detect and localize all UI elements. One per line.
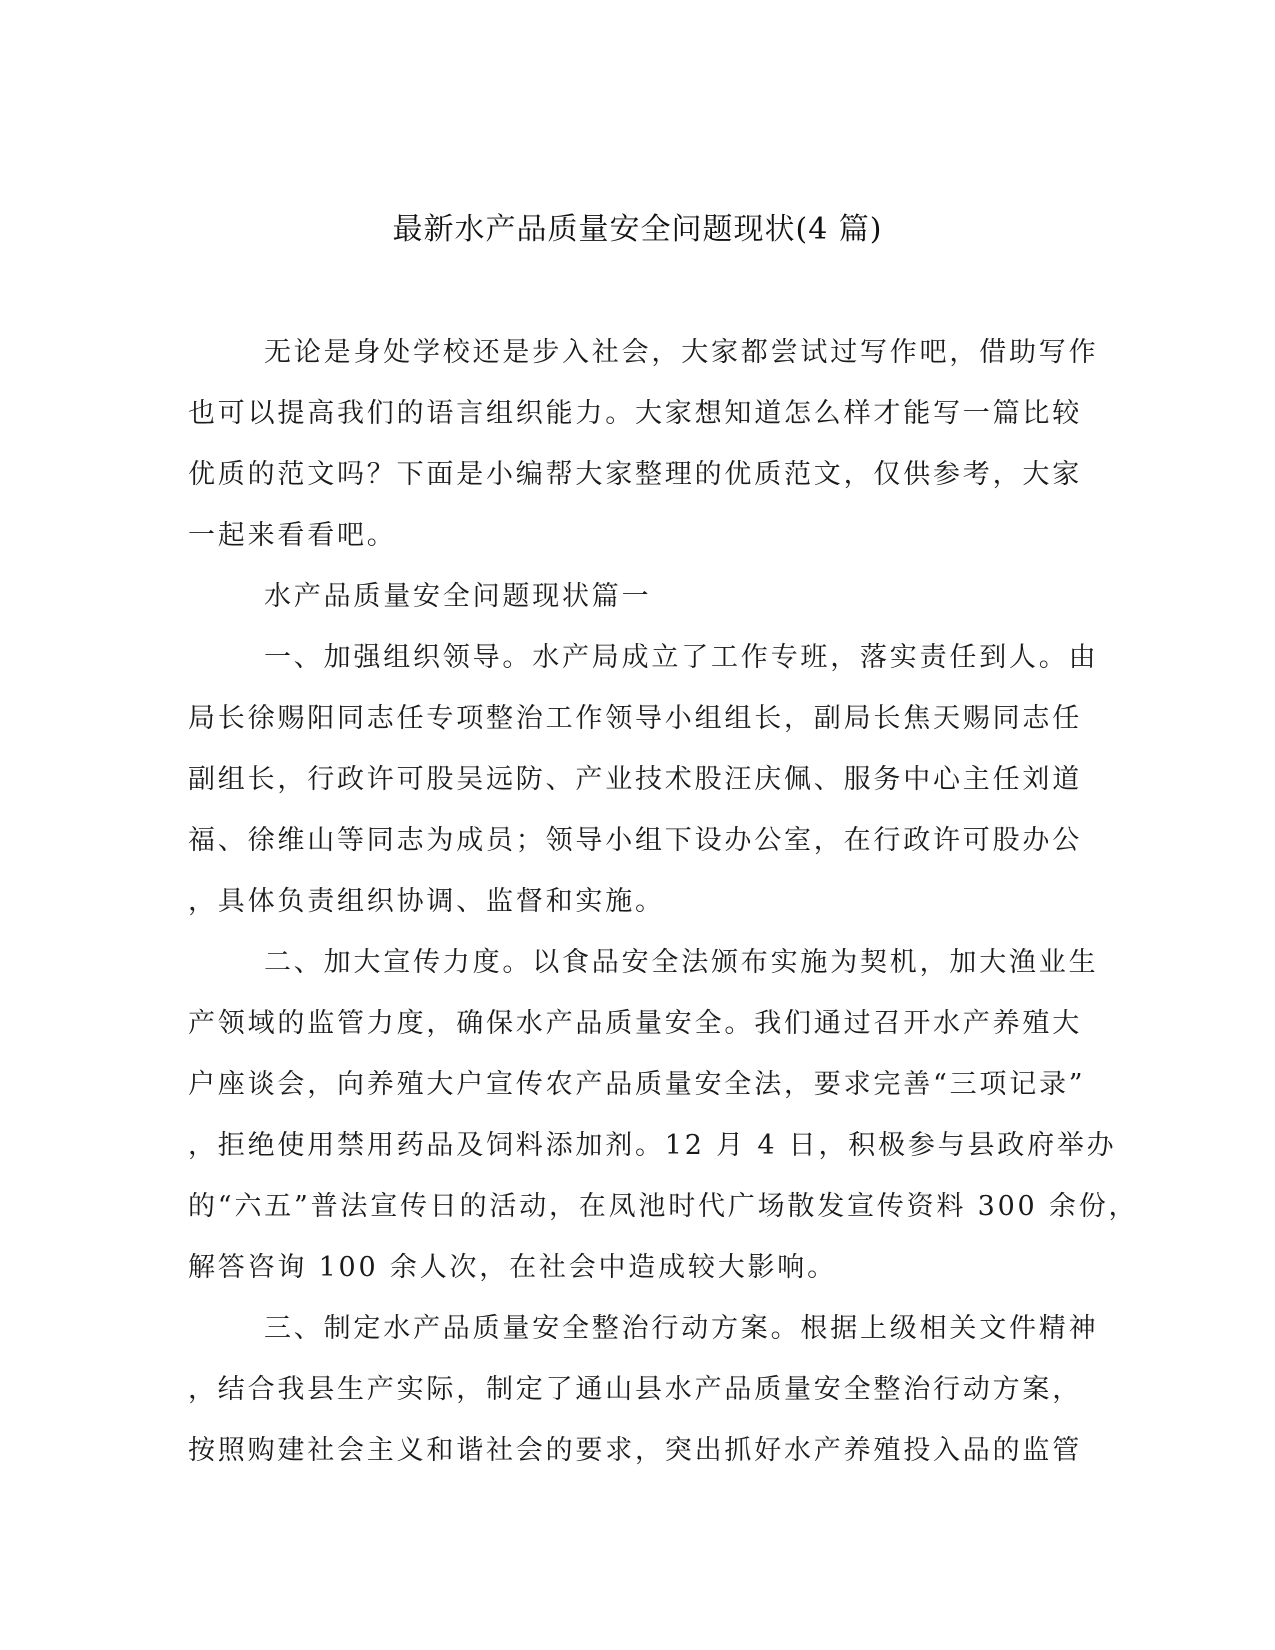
text-line: ，具体负责组织协调、监督和实施。 <box>188 886 665 917</box>
text-line: 解答咨询 100 余人次，在社会中造成较大影响。 <box>188 1252 837 1283</box>
text-line: ，结合我县生产实际，制定了通山县水产品质量安全整治行动方案， <box>188 1374 1082 1405</box>
text-line: 户座谈会，向养殖大户宣传农产品质量安全法，要求完善“三项记录” <box>188 1069 1086 1100</box>
document-title: 最新水产品质量安全问题现状(4 篇) <box>392 212 883 247</box>
text-line: 二、加大宣传力度。以食品安全法颁布实施为契机，加大渔业生 <box>264 947 1099 978</box>
text-line: ，拒绝使用禁用药品及饲料添加剂。12 月 4 日，积极参与县政府举办 <box>188 1130 1117 1161</box>
text-line: 一、加强组织领导。水产局成立了工作专班，落实责任到人。由 <box>264 642 1099 673</box>
text-line: 优质的范文吗？下面是小编帮大家整理的优质范文，仅供参考，大家 <box>188 459 1082 490</box>
text-line: 按照购建社会主义和谐社会的要求，突出抓好水产养殖投入品的监管 <box>188 1435 1082 1466</box>
text-line: 副组长，行政许可股吴远防、产业技术股汪庆佩、服务中心主任刘道 <box>188 764 1082 795</box>
text-line: 水产品质量安全问题现状篇一 <box>264 581 652 612</box>
text-line: 无论是身处学校还是步入社会，大家都尝试过写作吧，借助写作 <box>264 337 1099 368</box>
text-line: 福、徐维山等同志为成员；领导小组下设办公室，在行政许可股办公 <box>188 825 1082 856</box>
text-line: 局长徐赐阳同志任专项整治工作领导小组组长，副局长焦天赐同志任 <box>188 703 1082 734</box>
text-line: 产领域的监管力度，确保水产品质量安全。我们通过召开水产养殖大 <box>188 1008 1082 1039</box>
text-line: 三、制定水产品质量安全整治行动方案。根据上级相关文件精神 <box>264 1313 1099 1344</box>
text-line: 也可以提高我们的语言组织能力。大家想知道怎么样才能写一篇比较 <box>188 398 1082 429</box>
text-line: 的“六五”普法宣传日的活动，在凤池时代广场散发宣传资料 300 余份， <box>188 1191 1139 1222</box>
document-body <box>188 327 1139 1486</box>
text-line: 一起来看看吧。 <box>188 520 397 551</box>
